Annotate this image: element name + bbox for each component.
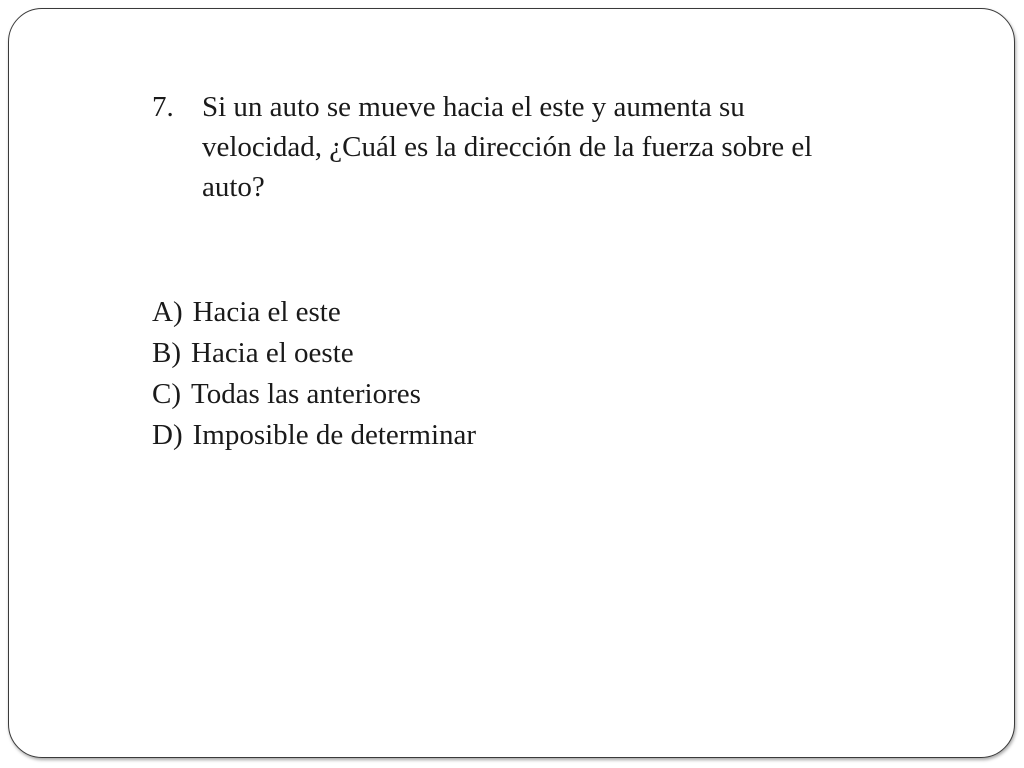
option-text: Hacia el este (192, 296, 341, 328)
option-d (152, 415, 872, 456)
option-c (152, 374, 872, 415)
option-text: Hacia el oeste (191, 337, 354, 369)
question-number: 7. (152, 91, 174, 123)
option-letter: D) (152, 419, 183, 451)
option-b (152, 333, 872, 374)
question-text: Si un auto se mueve hacia el este y aumenta su velocidad, ¿Cuál es la dirección de la fuerza sobre el auto? (202, 91, 813, 203)
option-text: Todas las anteriores (191, 378, 421, 410)
option-letter: B) (152, 337, 181, 369)
option-letter: A) (152, 296, 183, 328)
option-letter: C) (152, 378, 181, 410)
answer-options (152, 292, 872, 456)
option-a (152, 292, 872, 333)
option-text: Imposible de determinar (192, 419, 477, 451)
question (152, 87, 872, 207)
